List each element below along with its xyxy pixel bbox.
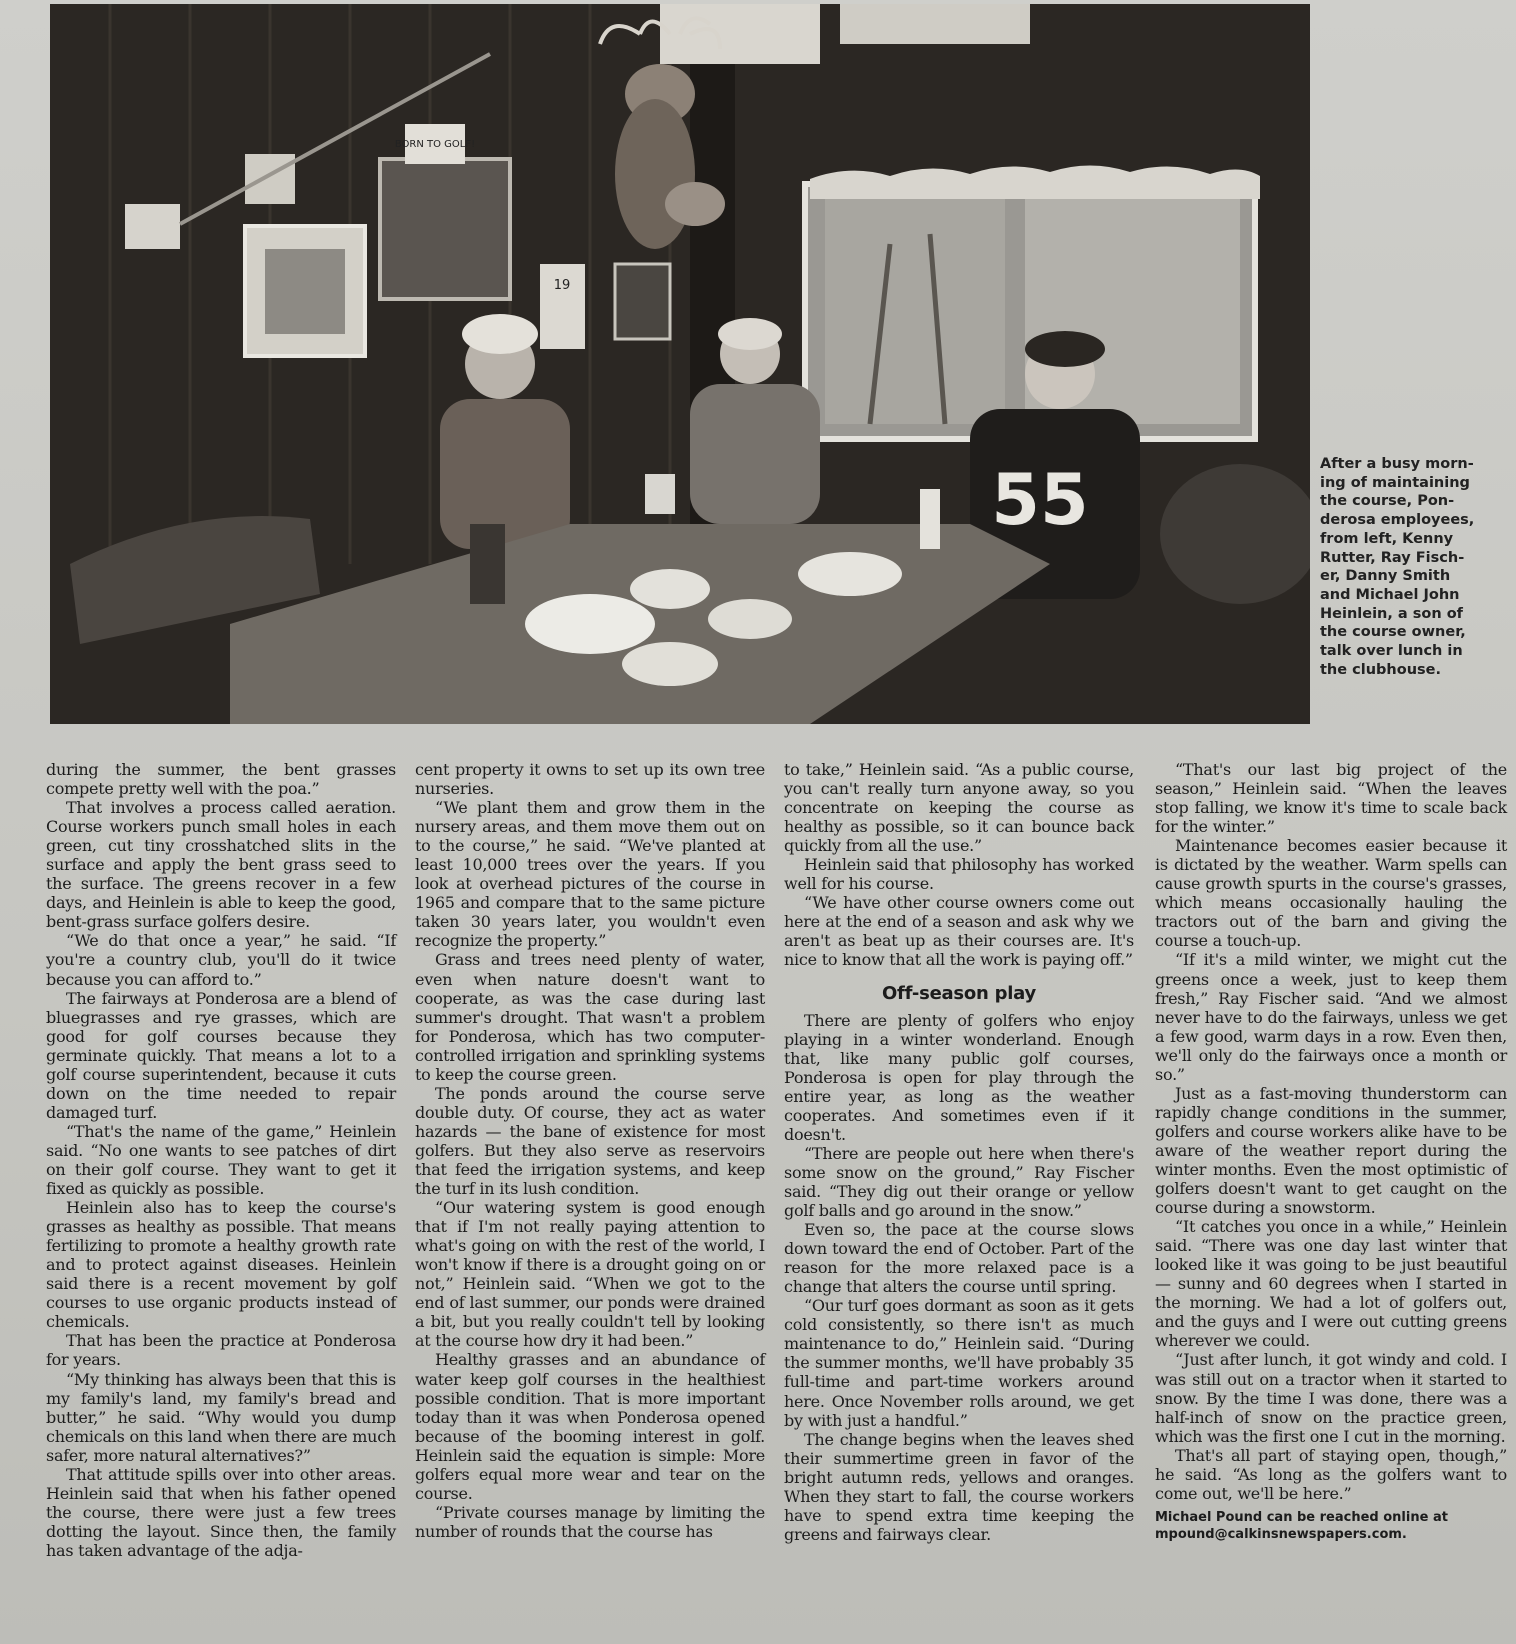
caption-line: the course owner,: [1320, 624, 1466, 641]
byline-email: mpound@calkinsnewspapers.com.: [1155, 1526, 1407, 1542]
paragraph: There are plenty of golfers who enjoy playing in a winter wonderland. Enough that, like many public golf courses, Ponderosa is open for play through the entire year, as long as the weather cooperates. And sometimes even if it doesn't.: [784, 1010, 1134, 1144]
article-column-1: [46, 760, 396, 1560]
caption-line: the course, Pon-: [1320, 493, 1455, 510]
paragraph: “It catches you once in a while,” Heinlein said. “There was one day last winter that looked like it was going to be just beautiful — sunny and 60 degrees when I started in the morning. We had a lot of golfers out, and the guys and I were out cutting greens wherever we could.: [1155, 1217, 1507, 1351]
paragraph: cent property it owns to set up its own tree nurseries.: [415, 760, 765, 799]
caption-line: Rutter, Ray Fisch-: [1320, 549, 1465, 566]
caption-line: Heinlein, a son of: [1320, 605, 1463, 622]
svg-text:19: 19: [553, 278, 571, 293]
article-column-2: [415, 760, 765, 1541]
paragraph: That attitude spills over into other areas. Heinlein said that when his father opened the course, there were just a few trees dotting the layout. Since then, the family has taken advantage of the adja-: [46, 1464, 396, 1560]
paragraph: Maintenance becomes easier because it is dictated by the weather. Warm spells can cause growth spurts in the course's grasses, which means occasionally hauling the tractors out of the barn and giving the course a touch-up.: [1155, 836, 1507, 951]
author-byline: [1155, 1509, 1507, 1543]
paragraph: That has been the practice at Ponderosa for years.: [46, 1331, 396, 1370]
paragraph: “We have other course owners come out here at the end of a season and ask why we aren't as beat up as their courses are. It's nice to know that all the work is paying off.”: [784, 893, 1134, 970]
paragraph: Heinlein said that philosophy has worked well for his course.: [784, 855, 1134, 894]
paragraph: during the summer, the bent grasses compete pretty well with the poa.”: [46, 760, 396, 799]
photo-scene: [50, 4, 1310, 724]
paragraph: “If it's a mild winter, we might cut the greens once a week, just to keep them fresh,” Ray Fischer said. “And we almost never have to do the fairways, unless we get a few good, warm days in a row. Even then, we'll only do the fairways once a month or so.”: [1155, 950, 1507, 1084]
paragraph: That involves a process called aeration. Course workers punch small holes in each green, cut tiny crosshatched slits in the surface and apply the bent grass seed to the surface. The greens recover in a few days, and Heinlein is able to keep the good, bent-grass surface golfers desire.: [46, 798, 396, 932]
caption-line: from left, Kenny: [1320, 530, 1454, 547]
paragraph: to take,” Heinlein said. “As a public course, you can't really turn anyone away, so you concentrate on keeping the course as healthy as possible, so it can bounce back quickly from all the use.”: [784, 760, 1134, 856]
caption-line: er, Danny Smith: [1320, 568, 1451, 585]
paragraph: “Just after lunch, it got windy and cold. I was still out on a tractor when it started to snow. By the time I was done, there was a half-inch of snow on the practice green, which was the first one I cut in the morning.: [1155, 1350, 1507, 1446]
paragraph: The fairways at Ponderosa are a blend of bluegrasses and rye grasses, which are good for golf courses because they germinate quickly. That means a lot to a golf course superintendent, because it cuts down on the time needed to repair damaged turf.: [46, 988, 396, 1122]
paragraph: “We do that once a year,” he said. “If you're a country club, you'll do it twice because you can afford to.”: [46, 931, 396, 989]
caption-line: derosa employees,: [1320, 512, 1475, 529]
photo-caption: [1320, 455, 1480, 679]
caption-line: the clubhouse.: [1320, 661, 1441, 678]
paragraph: Heinlein also has to keep the course's grasses as healthy as possible. That means fertilizing to promote a healthy growth rate and to protect against diseases. Heinlein said there is a recent movement by golf courses to use organic products instead of chemicals.: [46, 1198, 396, 1332]
caption-line: and Michael John: [1320, 586, 1460, 603]
section-subhead: Off-season play: [882, 982, 1036, 1004]
article-column-4: [1155, 760, 1507, 1543]
paragraph: “Our watering system is good enough that if I'm not really paying attention to what's going on with the rest of the world, I won't know if there is a drought going on or not,” Heinlein said. “When we got to the end of last summer, our ponds were drained a bit, but you really couldn't tell by looking at the course how dry it had been.”: [415, 1198, 765, 1351]
paragraph: “My thinking has always been that this is my family's land, my family's bread and butter,” he said. “Why would you dump chemicals on this land when there are much safer, more natural alternatives?”: [46, 1369, 396, 1465]
paragraph: Even so, the pace at the course slows down toward the end of October. Part of the reason for the more relaxed pace is a change that alters the course until spring.: [784, 1220, 1134, 1297]
caption-line: After a busy morn-: [1320, 456, 1474, 472]
paragraph: Just as a fast-moving thunderstorm can rapidly change conditions in the summer, golfers and course workers alike have to be aware of the weather report during the winter months. Even the most optimistic of golfers doesn't want to get caught on the course during a snowstorm.: [1155, 1083, 1507, 1218]
paragraph: Healthy grasses and an abundance of water keep golf courses in the healthiest possible condition. That is more important today than it was when Ponderosa opened because of the booming interest in golf. Heinlein said the equation is simple: More golfers equal more wear and tear on the course.: [415, 1350, 765, 1503]
paragraph: “That's the name of the game,” Heinlein said. “No one wants to see patches of dirt on their golf course. They want to get it fixed as quickly as possible.: [46, 1121, 396, 1199]
paragraph: “Private courses manage by limiting the number of rounds that the course has: [415, 1502, 765, 1541]
byline-text: Michael Pound can be reached online at: [1155, 1509, 1448, 1525]
caption-line: ing of maintaining: [1320, 474, 1470, 491]
paragraph: The change begins when the leaves shed their summertime green in favor of the bright autumn reds, yellows and oranges. When they start to fall, the course workers have to spend extra time keeping the greens and fairways clear.: [784, 1429, 1134, 1544]
clubhouse-photo: [50, 4, 1310, 724]
paragraph: “There are people out here when there's some snow on the ground,” Ray Fischer said. “They dig out their orange or yellow golf balls and go around in the snow.”: [784, 1143, 1134, 1221]
window-icon: [805, 166, 1260, 440]
paragraph: That's all part of staying open, though,” he said. “As long as the golfers want to come out, we'll be here.”: [1155, 1445, 1507, 1503]
svg-text:BORN TO GOLF!: BORN TO GOLF!: [394, 139, 476, 150]
paragraph: The ponds around the course serve double duty. Of course, they act as water hazards — the bane of existence for most golfers. But they also serve as reservoirs that feed the irrigation systems, and keep the turf in its lush condition.: [415, 1083, 765, 1199]
caption-line: talk over lunch in: [1320, 643, 1463, 660]
paragraph: “That's our last big project of the season,” Heinlein said. “When the leaves stop falling, we know it's time to scale back for the winter.”: [1155, 760, 1507, 837]
article-column-3: [784, 760, 1134, 1544]
paragraph: “Our turf goes dormant as soon as it gets cold consistently, so there isn't as much maintenance to do,” Heinlein said. “During the summer months, we'll have probably 35 full-time and part-time workers around here. Once November rolls around, we get by with just a handful.”: [784, 1296, 1134, 1430]
paragraph: Grass and trees need plenty of water, even when nature doesn't want to cooperate, as was the case during last summer's drought. That wasn't a problem for Ponderosa, which has two computer-controlled irrigation and sprinkling systems to keep the course green.: [415, 950, 765, 1084]
paragraph: “We plant them and grow them in the nursery areas, and them move them out on to the course,” he said. “We've planted at least 10,000 trees over the years. If you look at overhead pictures of the course in 1965 and compare that to the same picture taken 30 years later, you wouldn't even recognize the property.”: [415, 798, 765, 951]
svg-text:55: 55: [991, 459, 1089, 541]
